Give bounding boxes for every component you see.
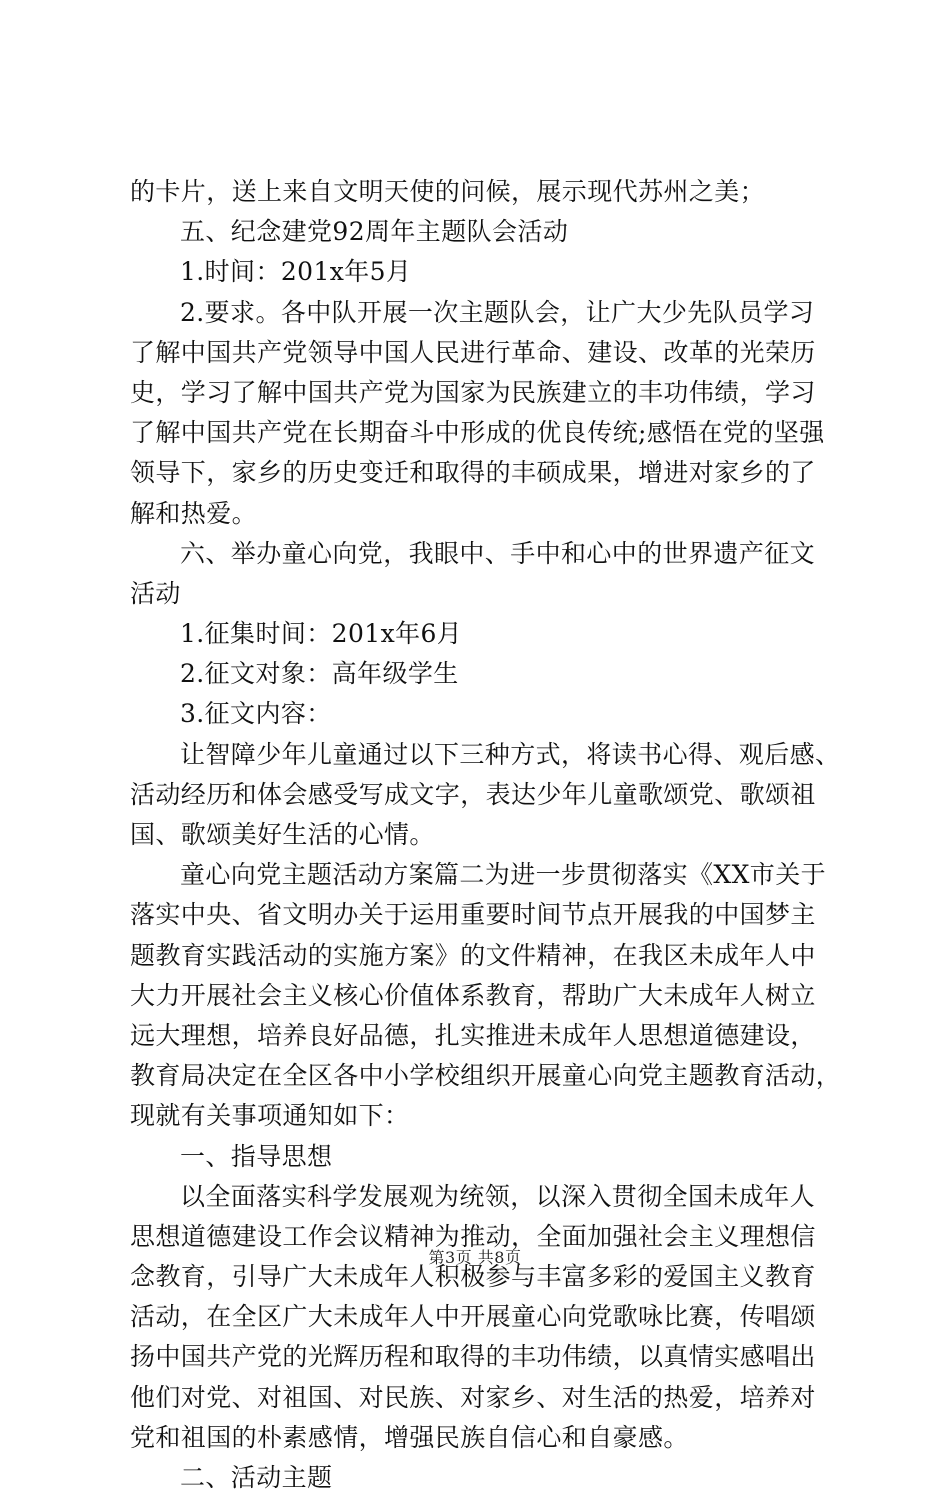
- text-line: 念教育，引导广大未成年人积极参与丰富多彩的爱国主义教育: [130, 1262, 816, 1292]
- page-footer: 第3页 共8页: [428, 1248, 522, 1267]
- text-line: 二、活动主题: [180, 1463, 333, 1492]
- text-line: 了解中国共产党在长期奋斗中形成的优良传统;感悟在党的坚强: [130, 418, 825, 448]
- text-line: 活动经历和体会感受写成文字，表达少年儿童歌颂党、歌颂祖: [130, 779, 816, 809]
- text-line: 童心向党主题活动方案篇二为进一步贯彻落实《XX市关于: [180, 860, 826, 890]
- text-line: 领导下，家乡的历史变迁和取得的丰硕成果，增进对家乡的了: [130, 458, 816, 488]
- text-line: 让智障少年儿童通过以下三种方式，将读书心得、观后感、: [180, 739, 841, 769]
- text-line: 活动: [130, 578, 181, 608]
- text-line: 1.征集时间：201x年6月: [180, 619, 463, 649]
- text-line: 思想道德建设工作会议精神为推动，全面加强社会主义理想信: [130, 1221, 816, 1251]
- text-line: 现就有关事项通知如下：: [130, 1101, 410, 1131]
- text-line: 解和热爱。: [130, 498, 258, 528]
- text-line: 五、纪念建党92周年主题队会活动: [180, 217, 569, 247]
- text-line: 以全面落实科学发展观为统领，以深入贯彻全国未成年人: [180, 1181, 816, 1211]
- text-line: 他们对党、对祖国、对民族、对家乡、对生活的热爱，培养对: [130, 1382, 816, 1412]
- text-line: 远大理想，培养良好品德，扎实推进未成年人思想道德建设，: [130, 1020, 816, 1050]
- text-line: 2.要求。各中队开展一次主题队会，让广大少先队员学习: [180, 297, 815, 327]
- text-line: 了解中国共产党领导中国人民进行革命、建设、改革的光荣历: [130, 337, 816, 367]
- text-line: 落实中央、省文明办关于运用重要时间节点开展我的中国梦主: [130, 900, 816, 930]
- text-line: 2.征文对象：高年级学生: [180, 659, 459, 689]
- text-line: 党和祖国的朴素感情，增强民族自信心和自豪感。: [130, 1422, 689, 1452]
- text-line: 大力开展社会主义核心价值体系教育，帮助广大未成年人树立: [130, 980, 816, 1010]
- text-line: 六、举办童心向党，我眼中、手中和心中的世界遗产征文: [180, 538, 816, 568]
- text-line: 活动，在全区广大未成年人中开展童心向党歌咏比赛，传唱颂: [130, 1302, 816, 1332]
- text-line: 题教育实践活动的实施方案》的文件精神，在我区未成年人中: [130, 940, 816, 970]
- text-line: 教育局决定在全区各中小学校组织开展童心向党主题教育活动，: [130, 1061, 842, 1091]
- text-line: 国、歌颂美好生活的心情。: [130, 820, 435, 849]
- text-line: 的卡片，送上来自文明天使的问候，展示现代苏州之美；: [130, 177, 766, 206]
- text-line: 史，学习了解中国共产党为国家为民族建立的丰功伟绩，学习: [130, 377, 816, 407]
- text-line: 一、指导思想: [180, 1141, 333, 1171]
- text-line: 1.时间：201x年5月: [180, 257, 412, 287]
- document-body: [130, 172, 842, 1498]
- text-line: 扬中国共产党的光辉历程和取得的丰功伟绩，以真情实感唱出: [130, 1342, 816, 1372]
- text-line: 3.征文内容：: [180, 699, 332, 729]
